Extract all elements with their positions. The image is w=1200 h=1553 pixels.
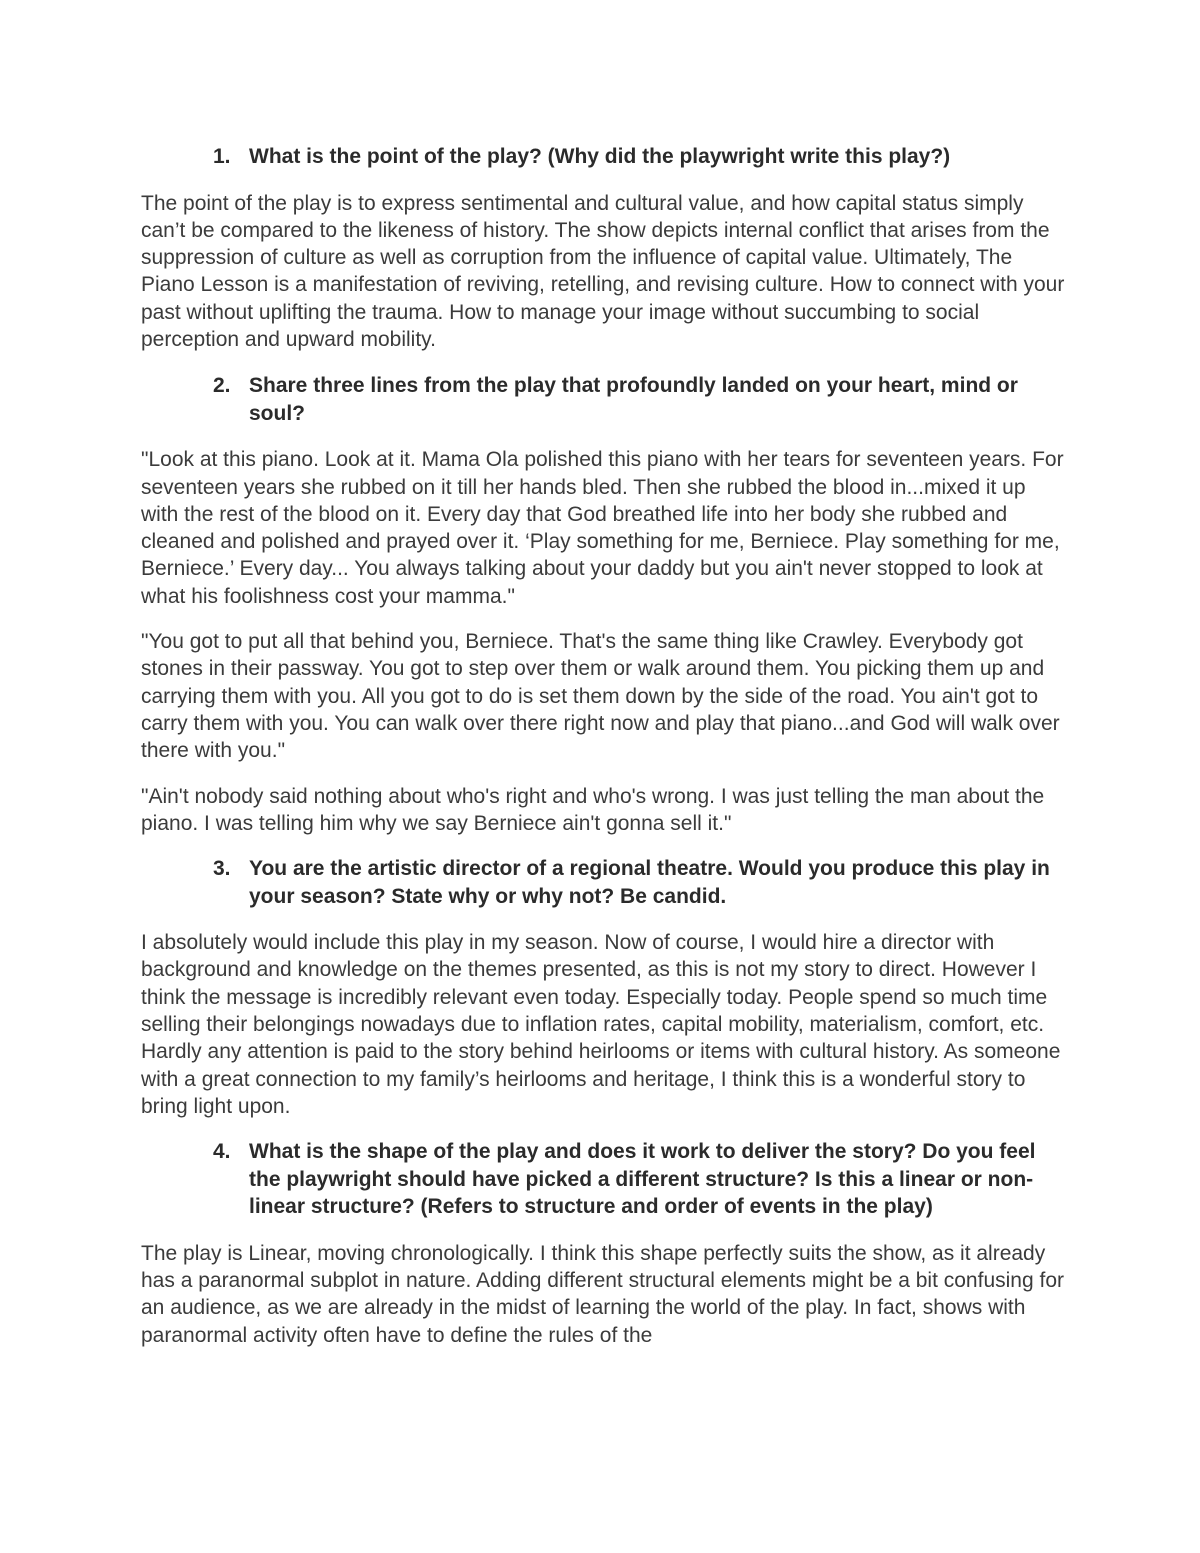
- question-3: [141, 855, 1066, 910]
- answer-2-quote-2: "You got to put all that behind you, Berniece. That's the same thing like Crawley. Everybody got stones in their passway. You got to step over them or walk around them. You picking them up and carrying them with you. All you got to do is set them down by the side of the road. You ain't got to carry them with you. You can walk over there right now and play that piano...and God will walk over there with you.": [141, 630, 1060, 763]
- question-3-text: You are the artistic director of a regional theatre. Would you produce this play in your season? State why or why not? Be candid.: [249, 857, 1050, 908]
- question-1-number: 1.: [213, 145, 231, 168]
- answer-2-quote-3: "Ain't nobody said nothing about who's right and who's wrong. I was just telling the man about the piano. I was telling him why we say Berniece ain't gonna sell it.": [141, 784, 1045, 835]
- question-4: [141, 1138, 1066, 1221]
- question-3-number: 3.: [213, 857, 231, 881]
- answer-4: The play is Linear, moving chronologically. I think this shape perfectly suits the show, as it already has a paranormal subplot in nature. Adding different structural elements might be a bit confusing for an audience, as we are already in the midst of learning the world of the play. In fact, shows with paranormal activity often have to define the rules of the: [141, 1241, 1064, 1347]
- document-page: [141, 140, 1066, 1349]
- answer-2-quote-1: "Look at this piano. Look at it. Mama Ola polished this piano with her tears for seventeen years. For seventeen years she rubbed on it till her hands bled. Then she rubbed the blood in...mixed it up with the rest of the blood on it. Every day that God breathed life into her body she rubbed and cleaned and polished and prayed over it. ‘Play something for me, Berniece. Play something for me, Berniece.’ Every day... You always talking about your daddy but you ain't never stopped to look at what his foolishness cost your mamma.": [141, 448, 1064, 608]
- question-2: [141, 372, 1066, 427]
- question-1-text: What is the point of the play? (Why did the playwright write this play?): [249, 145, 951, 168]
- question-4-number: 4.: [213, 1140, 231, 1164]
- question-2-text: Share three lines from the play that profoundly landed on your heart, mind or soul?: [249, 374, 1018, 425]
- question-1: [141, 143, 1066, 171]
- answer-1: The point of the play is to express sentimental and cultural value, and how capital status simply can’t be compared to the likeness of history. The show depicts internal conflict that arises from the suppression of culture as well as corruption from the influence of capital value. Ultimately, The Piano Lesson is a manifestation of reviving, retelling, and revising culture. How to connect with your past without uplifting the trauma. How to manage your image without succumbing to social perception and upward mobility.: [141, 191, 1065, 351]
- question-4-text: What is the shape of the play and does it work to deliver the story? Do you feel the playwright should have picked a different structure? Is this a linear or non-linear structure? (Refers to structure and order of events in the play): [249, 1140, 1036, 1219]
- question-2-number: 2.: [213, 374, 231, 398]
- answer-3: I absolutely would include this play in my season. Now of course, I would hire a director with background and knowledge on the themes presented, as this is not my story to direct. However I think the message is incredibly relevant even today. Especially today. People spend so much time selling their belongings nowadays due to inflation rates, capital mobility, materialism, comfort, etc. Hardly any attention is paid to the story behind heirlooms or items with cultural history. As someone with a great connection to my family’s heirlooms and heritage, I think this is a wonderful story to bring light upon.: [141, 931, 1061, 1118]
